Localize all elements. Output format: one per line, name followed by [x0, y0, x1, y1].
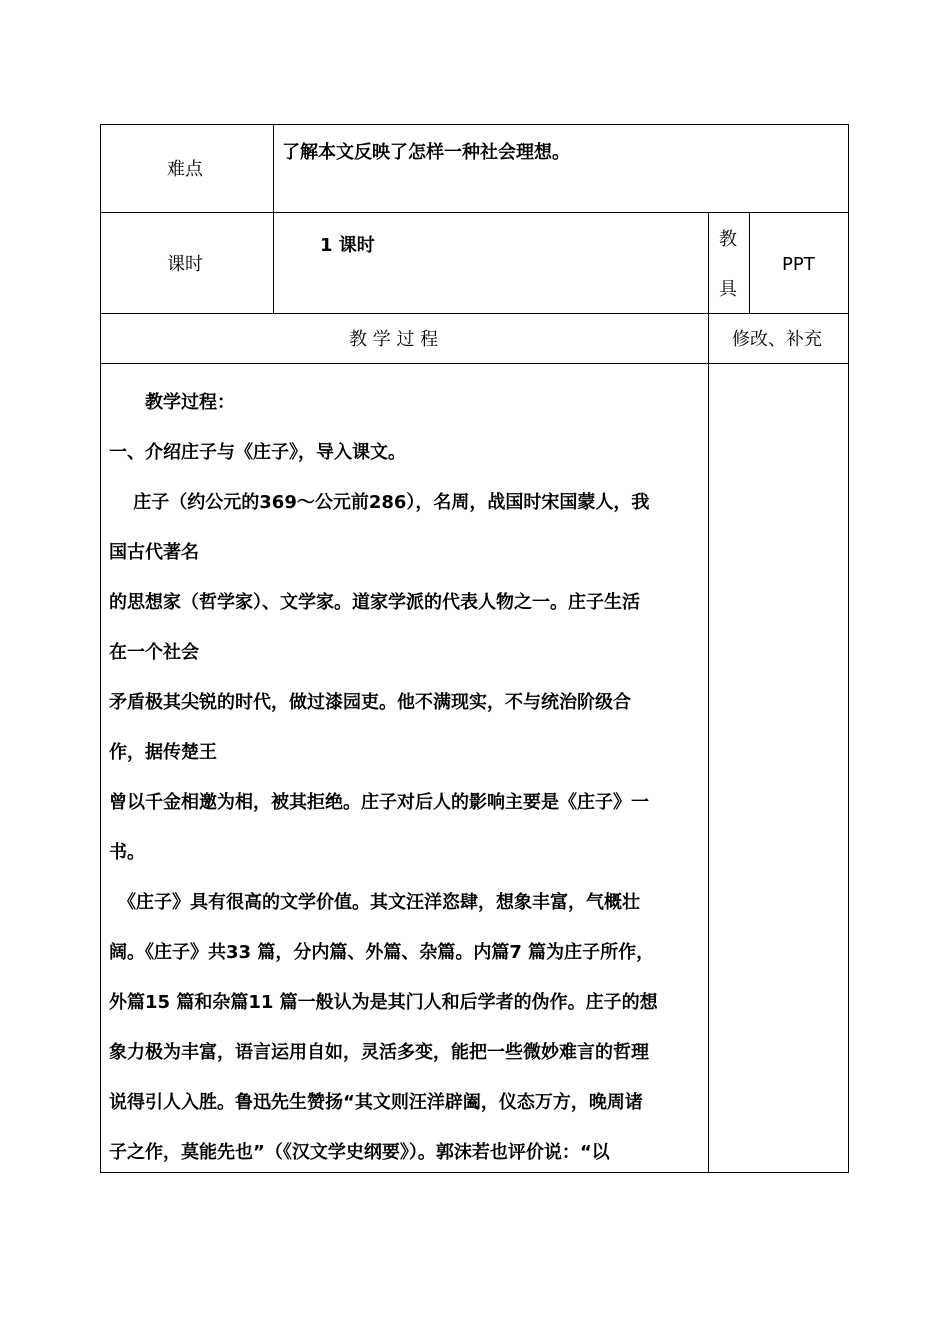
body-line: 在一个社会 — [109, 642, 199, 663]
process-header: 教 学 过 程 — [349, 329, 439, 350]
teaching-process-body — [109, 378, 709, 1178]
body-line: 一、介绍庄子与《庄子》，导入课文。 — [109, 442, 406, 463]
body-line: 子之作，莫能先也”（《汉文学史纲要》）。郭沫若也评价说：“以 — [109, 1142, 610, 1163]
row-divider — [101, 363, 848, 364]
body-line: 的思想家（哲学家）、文学家。道家学派的代表人物之一。庄子生活 — [109, 592, 640, 613]
body-line: 阔。《庄子》共33 篇，分内篇、外篇、杂篇。内篇7 篇为庄子所作， — [109, 942, 655, 963]
column-divider — [273, 125, 274, 313]
body-line: 说得引人入胜。鲁迅先生赞扬“其文则汪洋辟阖，仪态万方，晚周诸 — [109, 1092, 643, 1113]
body-line: 作，据传楚王 — [109, 742, 217, 763]
body-line: 矛盾极其尖锐的时代，做过漆园吏。他不满现实，不与统治阶级合 — [109, 692, 631, 713]
body-line: 外篇15 篇和杂篇11 篇一般认为是其门人和后学者的伪作。庄子的想 — [109, 992, 658, 1013]
body-line: 国古代著名 — [109, 542, 199, 563]
row-divider — [101, 212, 848, 213]
hours-label: 课时 — [167, 254, 203, 275]
column-divider — [749, 213, 750, 313]
body-line: 教学过程： — [109, 392, 235, 413]
difficulty-label: 难点 — [167, 159, 203, 180]
hours-content: 1 课时 — [320, 235, 375, 256]
lesson-plan-table — [100, 124, 849, 1173]
body-line: 象力极为丰富，语言运用自如，灵活多变，能把一些微妙难言的哲理 — [109, 1042, 649, 1063]
body-line: 庄子（约公元的369～公元前286），名周，战国时宋国蒙人，我 — [109, 492, 650, 513]
tool-label-top: 教 — [719, 229, 737, 250]
tool-value: PPT — [782, 254, 815, 275]
revise-header: 修改、补充 — [732, 329, 822, 350]
row-divider — [101, 313, 848, 314]
body-line: 《庄子》具有很高的文学价值。其文汪洋恣肆，想象丰富，气概壮 — [109, 892, 640, 913]
body-line: 书。 — [109, 842, 145, 863]
tool-label-bottom: 具 — [719, 279, 737, 300]
difficulty-content: 了解本文反映了怎样一种社会理想。 — [282, 142, 570, 163]
body-line: 曾以千金相邀为相，被其拒绝。庄子对后人的影响主要是《庄子》一 — [109, 792, 649, 813]
